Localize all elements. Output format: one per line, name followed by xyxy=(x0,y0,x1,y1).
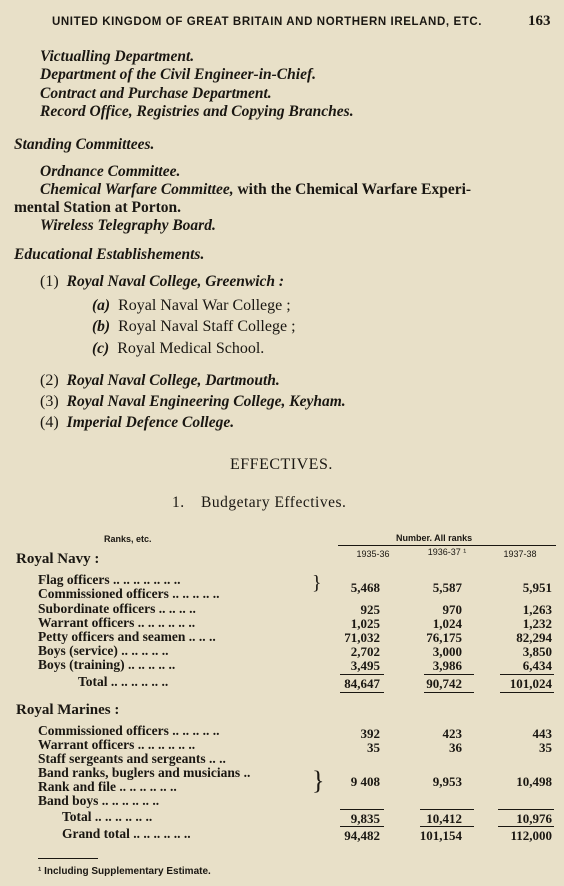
navy-heading: Royal Navy : xyxy=(16,551,100,567)
college-item: (4) Imperial Defence College. xyxy=(40,414,235,431)
total-cell: 101,024 xyxy=(509,676,552,691)
department-item: Victualling Department. xyxy=(40,48,195,65)
college-item: (1) Royal Naval College, Greenwich : xyxy=(40,273,285,290)
table-cell: 5,951 xyxy=(522,580,552,595)
effectives-title: EFFECTIVES. xyxy=(230,456,333,473)
total-cell: 84,647 xyxy=(344,676,380,691)
committee-item-continuation: mental Station at Porton. xyxy=(14,199,182,216)
section-heading: Educational Establishements. xyxy=(14,246,205,263)
grand-total-cell: 94,482 xyxy=(344,828,380,843)
table-cell: 1,232 xyxy=(522,616,552,631)
table-row-label: Band ranks, buglers and musicians .. xyxy=(38,765,251,780)
table-row-label: Boys (training) .. .. .. .. .. xyxy=(38,657,176,672)
brace-icon: } xyxy=(312,572,322,594)
table-cell: 1,263 xyxy=(522,602,552,617)
total-cell: 10,412 xyxy=(426,811,462,826)
table-row-label: Subordinate officers .. .. .. .. xyxy=(38,601,196,616)
table-cell: 82,294 xyxy=(516,630,552,645)
table-cell: 3,850 xyxy=(522,644,552,659)
table-row-label: Commissioned officers .. .. .. .. .. xyxy=(38,723,220,738)
table-cell: 9 408 xyxy=(350,774,380,789)
committee-item: Ordnance Committee. xyxy=(40,163,181,180)
college-sub-item: (b) Royal Naval Staff College ; xyxy=(92,318,296,335)
table-cell: 3,986 xyxy=(432,658,462,673)
grand-total-label: Grand total .. .. .. .. .. .. xyxy=(62,826,191,841)
ranks-header: Ranks, etc. xyxy=(104,534,152,544)
table-row-label: Warrant officers .. .. .. .. .. .. xyxy=(38,615,196,630)
college-sub-item: (a) Royal Naval War College ; xyxy=(92,297,291,314)
department-item: Department of the Civil Engineer-in-Chief. xyxy=(40,66,316,83)
total-cell: 9,835 xyxy=(350,811,380,826)
grand-total-cell: 101,154 xyxy=(419,828,462,843)
marines-heading: Royal Marines : xyxy=(16,702,120,718)
table-row-label: Petty officers and seamen .. .. .. xyxy=(38,629,216,644)
table-cell: 925 xyxy=(360,602,380,617)
table-row-label: Flag officers .. .. .. .. .. .. .. xyxy=(38,572,181,587)
table-cell: 5,587 xyxy=(432,580,462,595)
table-row-label: Staff sergeants and sergeants .. .. xyxy=(38,751,226,766)
footnote: ¹ Including Supplementary Estimate. xyxy=(38,866,211,877)
table-cell: 2,702 xyxy=(350,644,380,659)
college-sub-item: (c) Royal Medical School. xyxy=(92,340,265,357)
table-row-label: Boys (service) .. .. .. .. .. xyxy=(38,643,169,658)
table-row-label: Warrant officers .. .. .. .. .. .. xyxy=(38,737,196,752)
table-cell: 5,468 xyxy=(350,580,380,595)
committee-item: Wireless Telegraphy Board. xyxy=(40,217,216,234)
table-cell: 36 xyxy=(449,740,462,755)
section-heading: Standing Committees. xyxy=(14,136,155,153)
total-row-label: Total .. .. .. .. .. .. xyxy=(78,674,169,689)
year-header: 1937-38 xyxy=(503,549,537,559)
table-row-label: Commissioned officers .. .. .. .. .. xyxy=(38,586,220,601)
table-cell: 1,025 xyxy=(350,616,380,631)
section-title: 1. Budgetary Effectives. xyxy=(172,494,347,511)
table-row-label: Band boys .. .. .. .. .. .. xyxy=(38,793,160,808)
table-cell: 35 xyxy=(539,740,552,755)
year-header: 1936-37 ¹ xyxy=(427,547,467,557)
total-cell: 90,742 xyxy=(426,676,462,691)
table-cell: 423 xyxy=(442,726,462,741)
total-row-label: Total .. .. .. .. .. .. xyxy=(62,809,153,824)
table-cell: 3,000 xyxy=(432,644,462,659)
table-cell: 3,495 xyxy=(350,658,380,673)
table-cell: 76,175 xyxy=(426,630,462,645)
brace-icon: } xyxy=(312,766,325,795)
college-item: (3) Royal Naval Engineering College, Keyham. xyxy=(40,393,346,410)
page-number: 163 xyxy=(528,13,551,29)
table-cell: 9,953 xyxy=(432,774,462,789)
table-cell: 392 xyxy=(360,726,380,741)
college-item: (2) Royal Naval College, Dartmouth. xyxy=(40,372,280,389)
committee-item: Chemical Warfare Committee, with the Chemical Warfare Experi- xyxy=(40,181,472,198)
running-title: UNITED KINGDOM OF GREAT BRITAIN AND NORTHERN IRELAND, ETC. xyxy=(52,16,483,28)
total-cell: 10,976 xyxy=(516,811,552,826)
table-cell: 1,024 xyxy=(432,616,462,631)
table-cell: 71,032 xyxy=(344,630,380,645)
department-item: Contract and Purchase Department. xyxy=(40,85,272,102)
table-row-label: Rank and file .. .. .. .. .. .. xyxy=(38,779,177,794)
number-header: Number. All ranks xyxy=(396,533,473,543)
table-cell: 6,434 xyxy=(522,658,552,673)
table-cell: 10,498 xyxy=(516,774,552,789)
table-cell: 970 xyxy=(442,602,462,617)
year-header: 1935-36 xyxy=(356,549,390,559)
grand-total-cell: 112,000 xyxy=(510,828,552,843)
table-cell: 443 xyxy=(532,726,552,741)
department-item: Record Office, Registries and Copying Branches. xyxy=(40,103,354,120)
table-cell: 35 xyxy=(367,740,380,755)
